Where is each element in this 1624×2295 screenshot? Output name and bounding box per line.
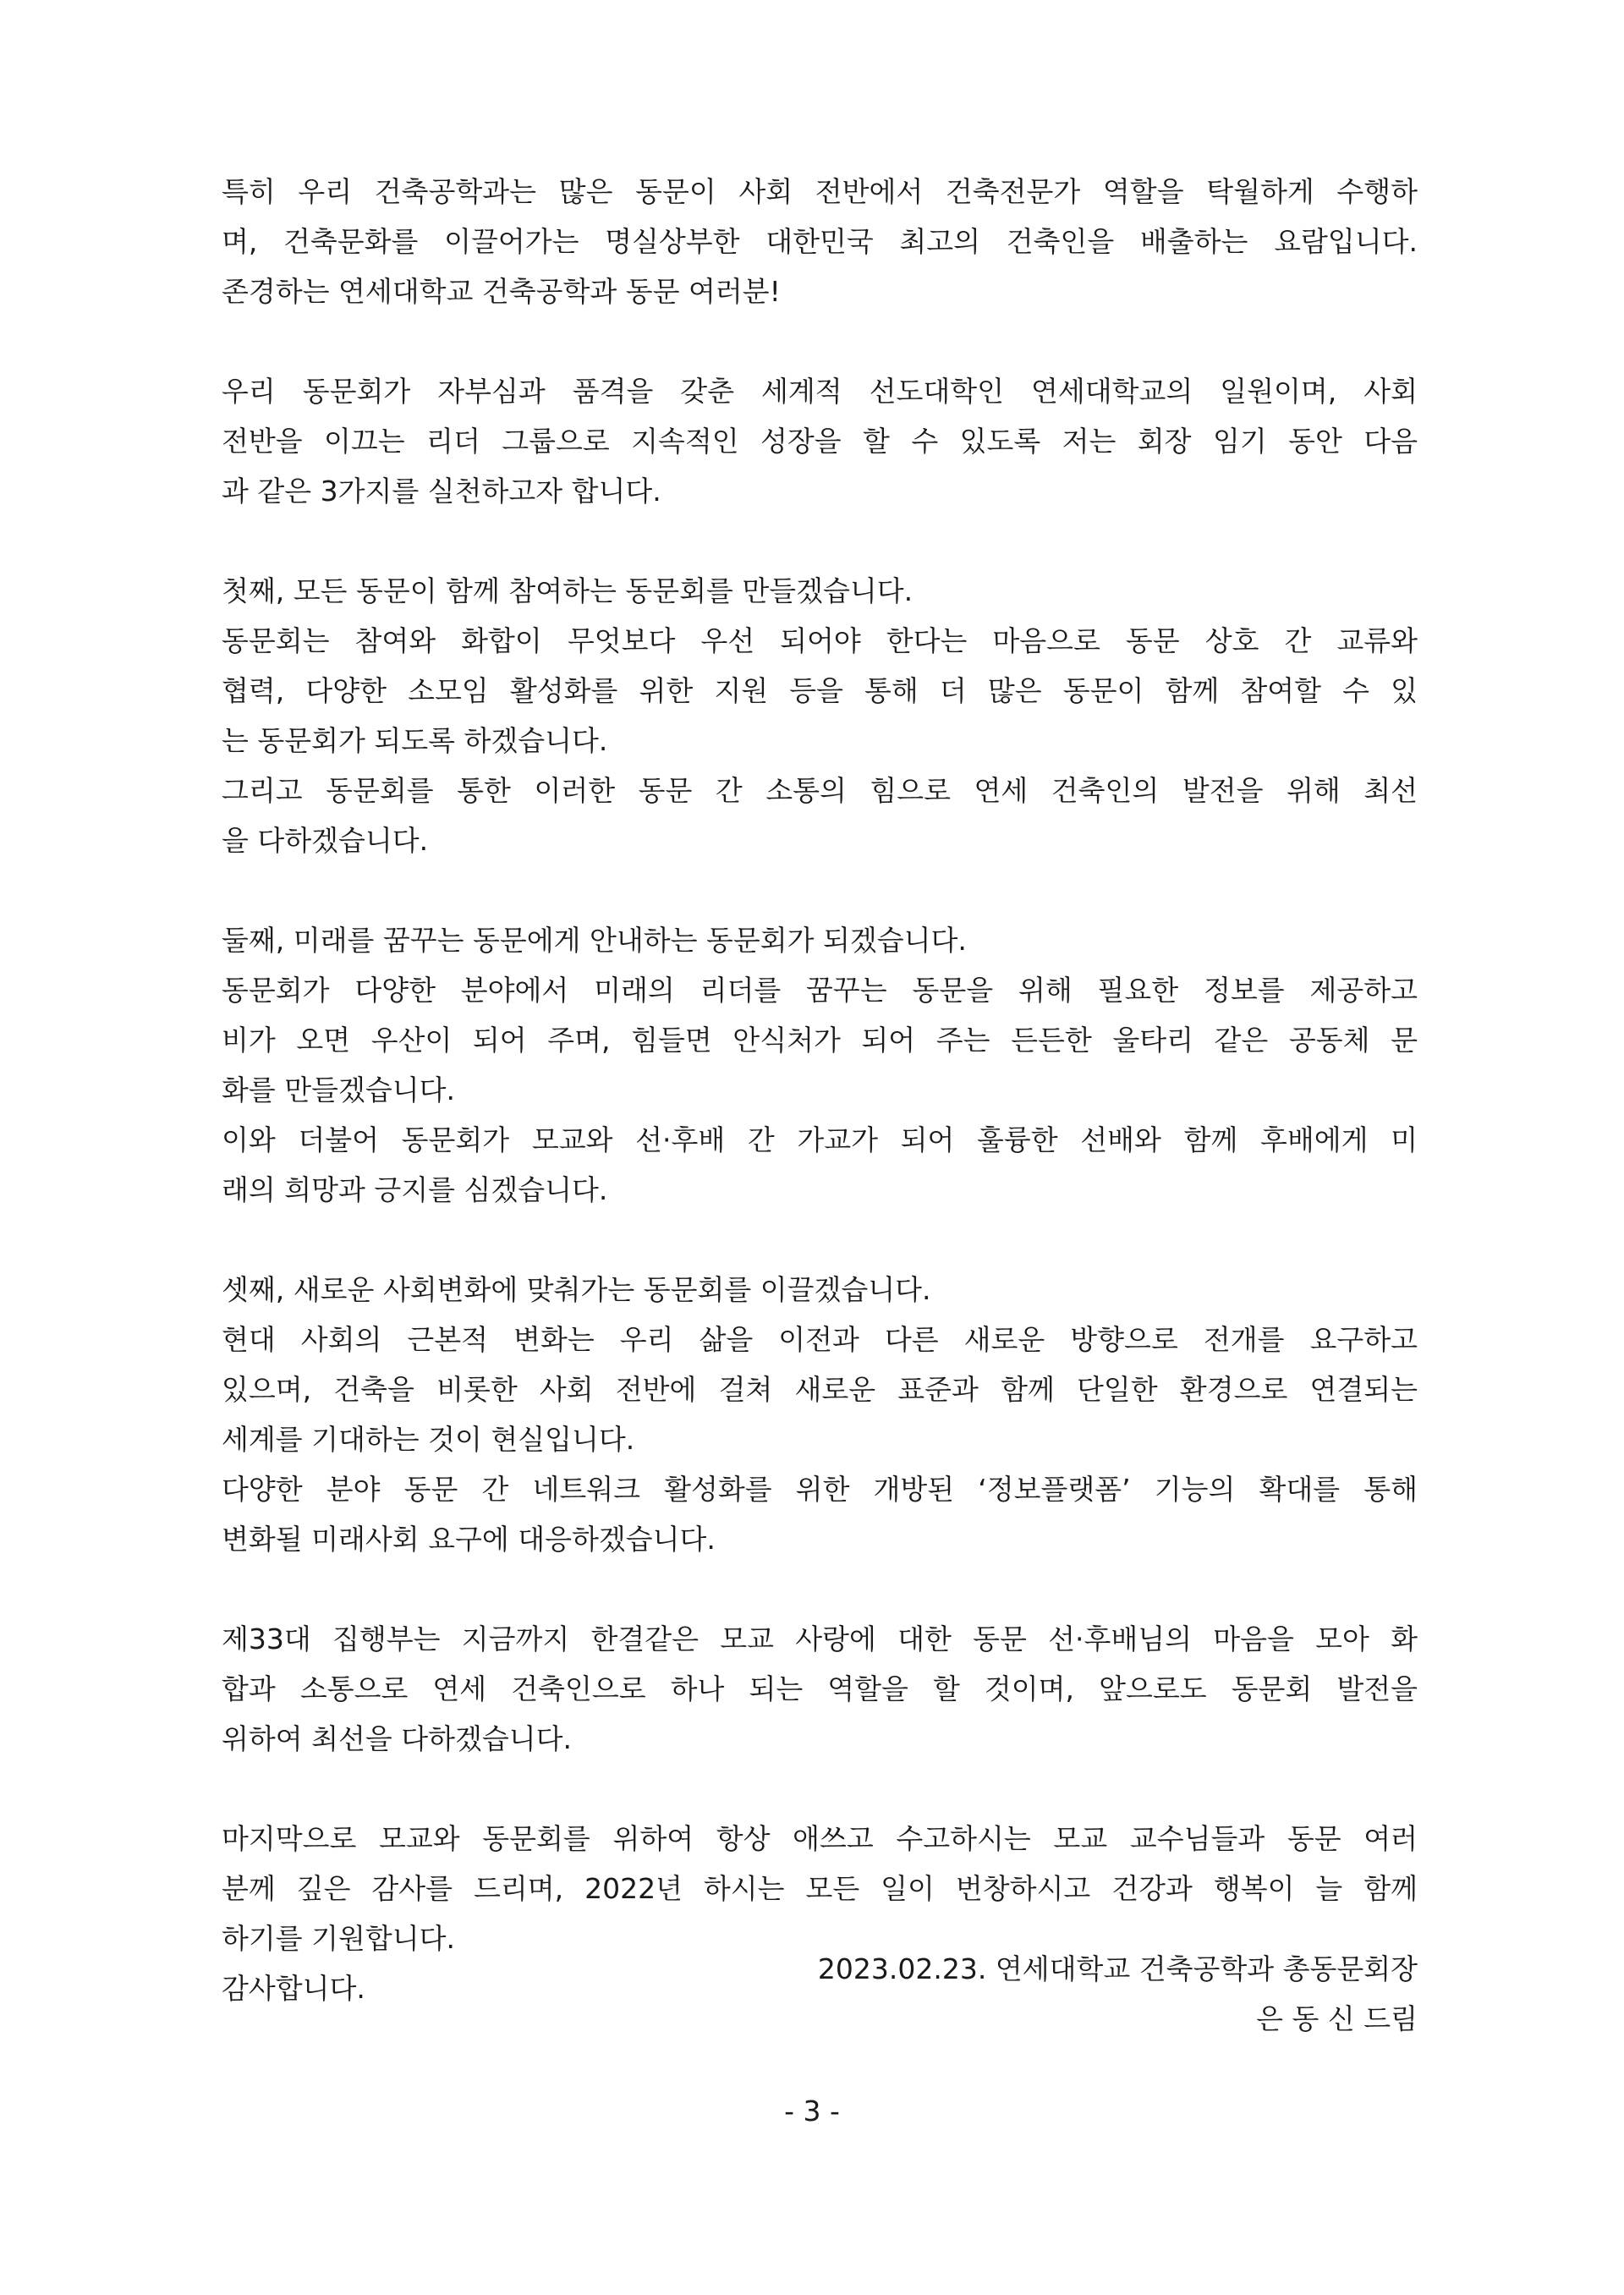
paragraph (222, 915, 1418, 1215)
text-line: 제33대 집행부는 지금까지 한결같은 모교 사랑에 대한 동문 선·후배님의 마음을 모아 화 (222, 1622, 1418, 1655)
paragraph (222, 1614, 1418, 1764)
signature-block (222, 1944, 1418, 2044)
text-line: 이와 더불어 동문회가 모교와 선·후배 간 가교가 되어 훌륭한 선배와 함께 후배에게 미 (222, 1123, 1418, 1156)
page-number: - 3 - (784, 2095, 840, 2128)
text-line: 협력, 다양한 소모임 활성화를 위한 지원 등을 통해 더 많은 동문이 함께 참여할 수 있 (222, 674, 1418, 707)
text-line: 세계를 기대하는 것이 현실입니다. (222, 1423, 635, 1456)
text-line: 위하여 최선을 다하겠습니다. (222, 1722, 573, 1755)
paragraph (222, 366, 1418, 516)
text-line: 첫째, 모든 동문이 함께 참여하는 동문회를 만들겠습니다. (222, 574, 914, 607)
text-line: 존경하는 연세대학교 건축공학과 동문 여러분! (222, 275, 781, 308)
text-line: 현대 사회의 근본적 변화는 우리 삶을 이전과 다른 새로운 방향으로 전개를 요구하고 (222, 1323, 1418, 1356)
text-line: 있으며, 건축을 비롯한 사회 전반에 걸쳐 새로운 표준과 함께 단일한 환경으로 연결되는 (222, 1373, 1418, 1406)
text-line: 합과 소통으로 연세 건축인으로 하나 되는 역할을 할 것이며, 앞으로도 동문회 발전을 (222, 1672, 1418, 1705)
text-line: 하기를 기원합니다. (222, 1922, 456, 1955)
text-line: 을 다하겠습니다. (222, 824, 429, 857)
text-line: 전반을 이끄는 리더 그룹으로 지속적인 성장을 할 수 있도록 저는 회장 임기 동안 다음 (222, 425, 1418, 458)
text-line: 둘째, 미래를 꿈꾸는 동문에게 안내하는 동문회가 되겠습니다. (222, 924, 967, 957)
signature-date-line: 2023.02.23. 연세대학교 건축공학과 총동문회장 (817, 1952, 1418, 1985)
text-line: 동문회는 참여와 화합이 무엇보다 우선 되어야 한다는 마음으로 동문 상호 간 교류와 (222, 624, 1418, 657)
text-line: 변화될 미래사회 요구에 대응하겠습니다. (222, 1523, 716, 1556)
text-line: 화를 만들겠습니다. (222, 1073, 456, 1106)
text-line: 과 같은 3가지를 실천하고자 합니다. (222, 475, 661, 508)
text-line: 래의 희망과 긍지를 심겠습니다. (222, 1173, 608, 1206)
paragraph (222, 1265, 1418, 1564)
text-line: 다양한 분야 동문 간 네트워크 활성화를 위한 개방된 ‘정보플랫폼’ 기능의 확대를 통해 (222, 1473, 1418, 1506)
paragraph (222, 566, 1418, 865)
text-line: 마지막으로 모교와 동문회를 위하여 항상 애쓰고 수고하시는 모교 교수님들과 동문 여러 (222, 1822, 1418, 1855)
text-line: 셋째, 새로운 사회변화에 맞춰가는 동문회를 이끌겠습니다. (222, 1273, 931, 1306)
text-line: 는 동문회가 되도록 하겠습니다. (222, 724, 608, 757)
text-line: 동문회가 다양한 분야에서 미래의 리더를 꿈꾸는 동문을 위해 필요한 정보를 제공하고 (222, 974, 1418, 1007)
paragraph (222, 167, 1418, 316)
text-line: 비가 오면 우산이 되어 주며, 힘들면 안식처가 되어 주는 든든한 울타리 같은 공동체 문 (222, 1024, 1418, 1057)
signature-name-line: 은 동 신 드림 (1256, 2002, 1418, 2035)
letter-body (222, 167, 1418, 2013)
text-line: 며, 건축문화를 이끌어가는 명실상부한 대한민국 최고의 건축인을 배출하는 요람입니다. (222, 225, 1418, 258)
text-line: 분께 깊은 감사를 드리며, 2022년 하시는 모든 일이 번창하시고 건강과 행복이 늘 함께 (222, 1872, 1418, 1905)
text-line: 감사합니다. (222, 1972, 365, 2005)
text-line: 그리고 동문회를 통한 이러한 동문 간 소통의 힘으로 연세 건축인의 발전을 위해 최선 (222, 774, 1418, 807)
text-line: 우리 동문회가 자부심과 품격을 갖춘 세계적 선도대학인 연세대학교의 일원이며, 사회 (222, 375, 1418, 408)
text-line: 특히 우리 건축공학과는 많은 동문이 사회 전반에서 건축전문가 역할을 탁월하게 수행하 (222, 175, 1418, 208)
